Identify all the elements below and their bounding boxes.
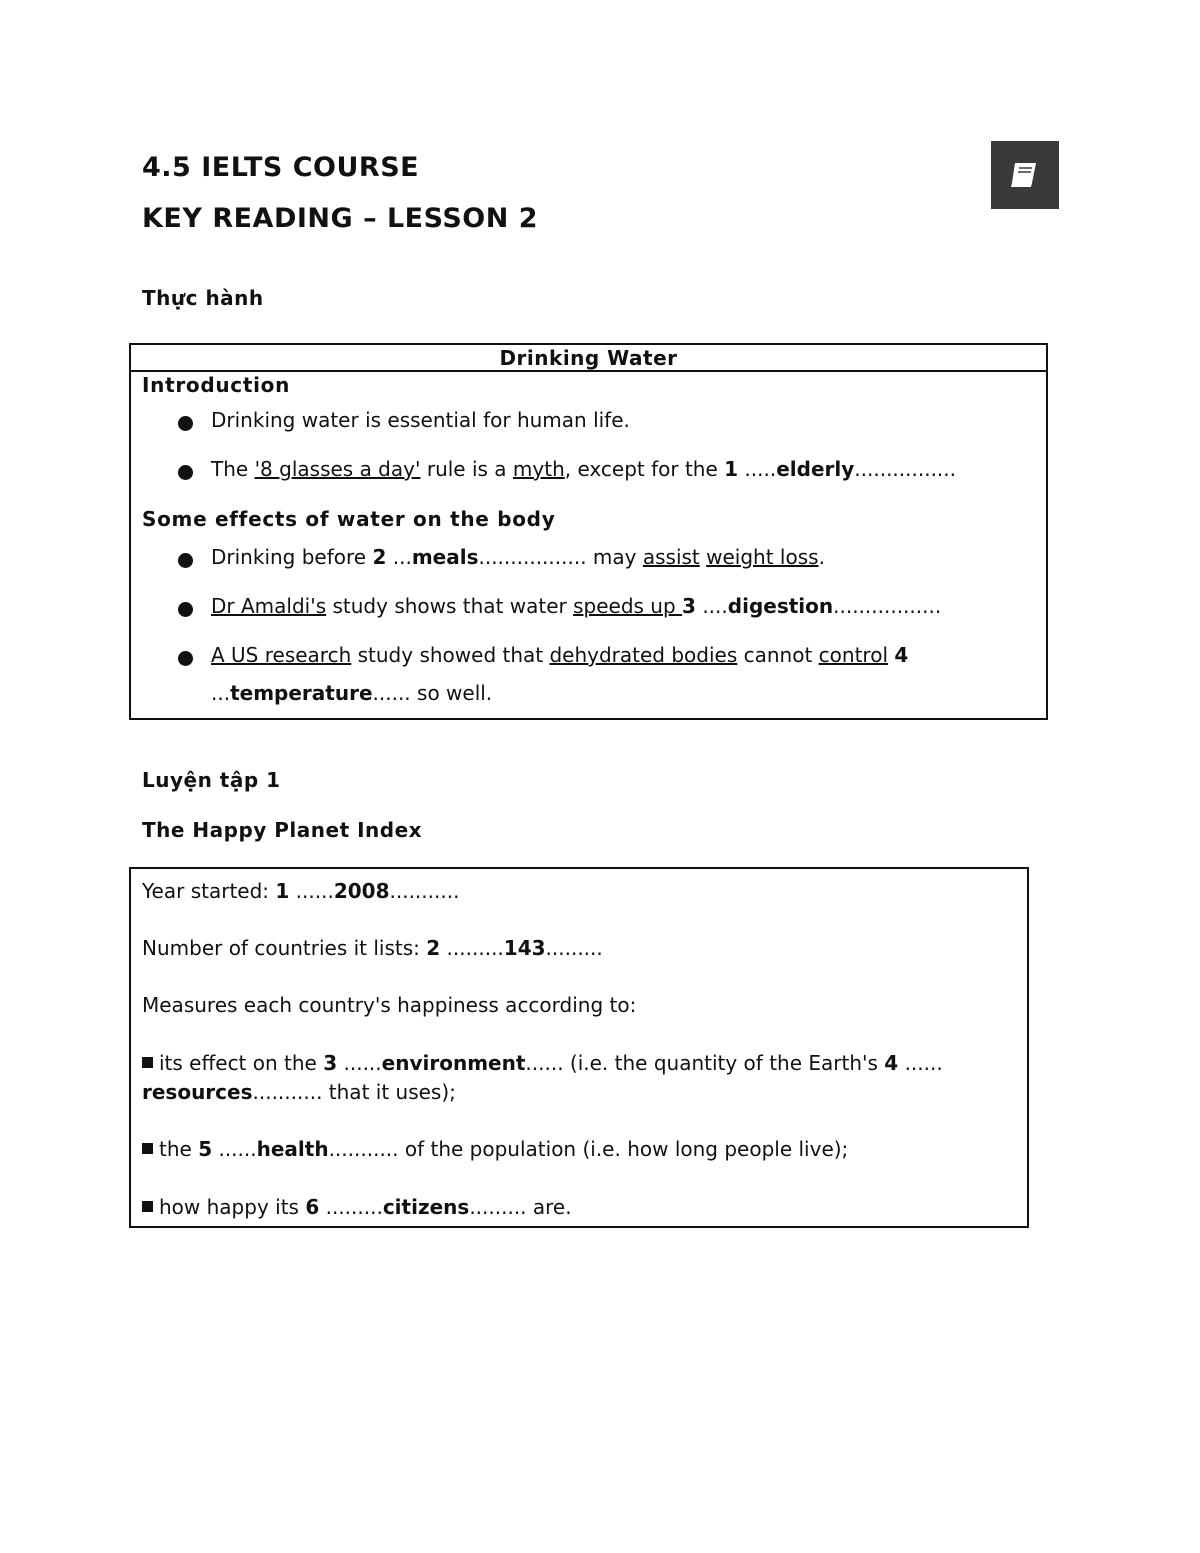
exercise-title: The Happy Planet Index (142, 818, 423, 842)
answer-4: temperature (230, 681, 373, 705)
answer-2: meals (411, 545, 479, 569)
intro-item-1: Drinking water is essential for human life. (211, 408, 630, 432)
effects-item-1: Drinking before 2 ...meals................. may assist weight loss. (211, 545, 825, 569)
square-bullet-icon (142, 1143, 153, 1154)
answer-year: 2008 (333, 879, 390, 903)
bullet-dot-icon (178, 465, 193, 480)
health-line: the 5 ......health........... of the population (i.e. how long people live); (142, 1137, 848, 1161)
effects-heading: Some effects of water on the body (142, 507, 556, 531)
intro-item-2: The '8 glasses a day' rule is a myth, except for the 1 .....elderly................ (211, 457, 956, 481)
answer-3: digestion (727, 594, 834, 618)
bullet-dot-icon (178, 651, 193, 666)
answer-citizens: citizens (382, 1195, 470, 1219)
resources-line: resources........... that it uses); (142, 1080, 456, 1104)
bullet-dot-icon (178, 416, 193, 431)
intro-heading: Introduction (142, 373, 291, 397)
table-title: Drinking Water (131, 345, 1046, 372)
citizens-line: how happy its 6 .........citizens......... are. (142, 1195, 572, 1219)
answer-environment: environment (381, 1051, 526, 1075)
book-icon (1006, 156, 1044, 194)
square-bullet-icon (142, 1201, 153, 1212)
answer-countries: 143 (503, 936, 546, 960)
year-started-line: Year started: 1 ......2008........... (142, 879, 460, 903)
environment-line: its effect on the 3 ......environment...... (i.e. the quantity of the Earth's 4 ...... (142, 1051, 943, 1075)
effects-item-2: Dr Amaldi's study shows that water speeds up 3 ....digestion................. (211, 594, 942, 618)
measures-line: Measures each country's happiness according to: (142, 993, 637, 1017)
book-button[interactable] (991, 141, 1059, 209)
course-title: 4.5 IELTS COURSE (142, 152, 420, 183)
square-bullet-icon (142, 1057, 153, 1068)
practice-label: Thực hành (142, 286, 264, 310)
bullet-dot-icon (178, 553, 193, 568)
exercise-label: Luyện tập 1 (142, 768, 281, 792)
countries-line: Number of countries it lists: 2 .........143......... (142, 936, 603, 960)
answer-resources: resources (142, 1080, 253, 1104)
lesson-title: KEY READING – LESSON 2 (142, 203, 539, 234)
drinking-water-table (129, 343, 1048, 720)
effects-item-3: A US research study showed that dehydrated bodies cannot control 4 (211, 643, 909, 667)
answer-health: health (256, 1137, 329, 1161)
bullet-dot-icon (178, 602, 193, 617)
effects-item-3-cont: ...temperature...... so well. (211, 681, 493, 705)
happy-planet-box (129, 867, 1029, 1228)
answer-1: elderly (776, 457, 855, 481)
